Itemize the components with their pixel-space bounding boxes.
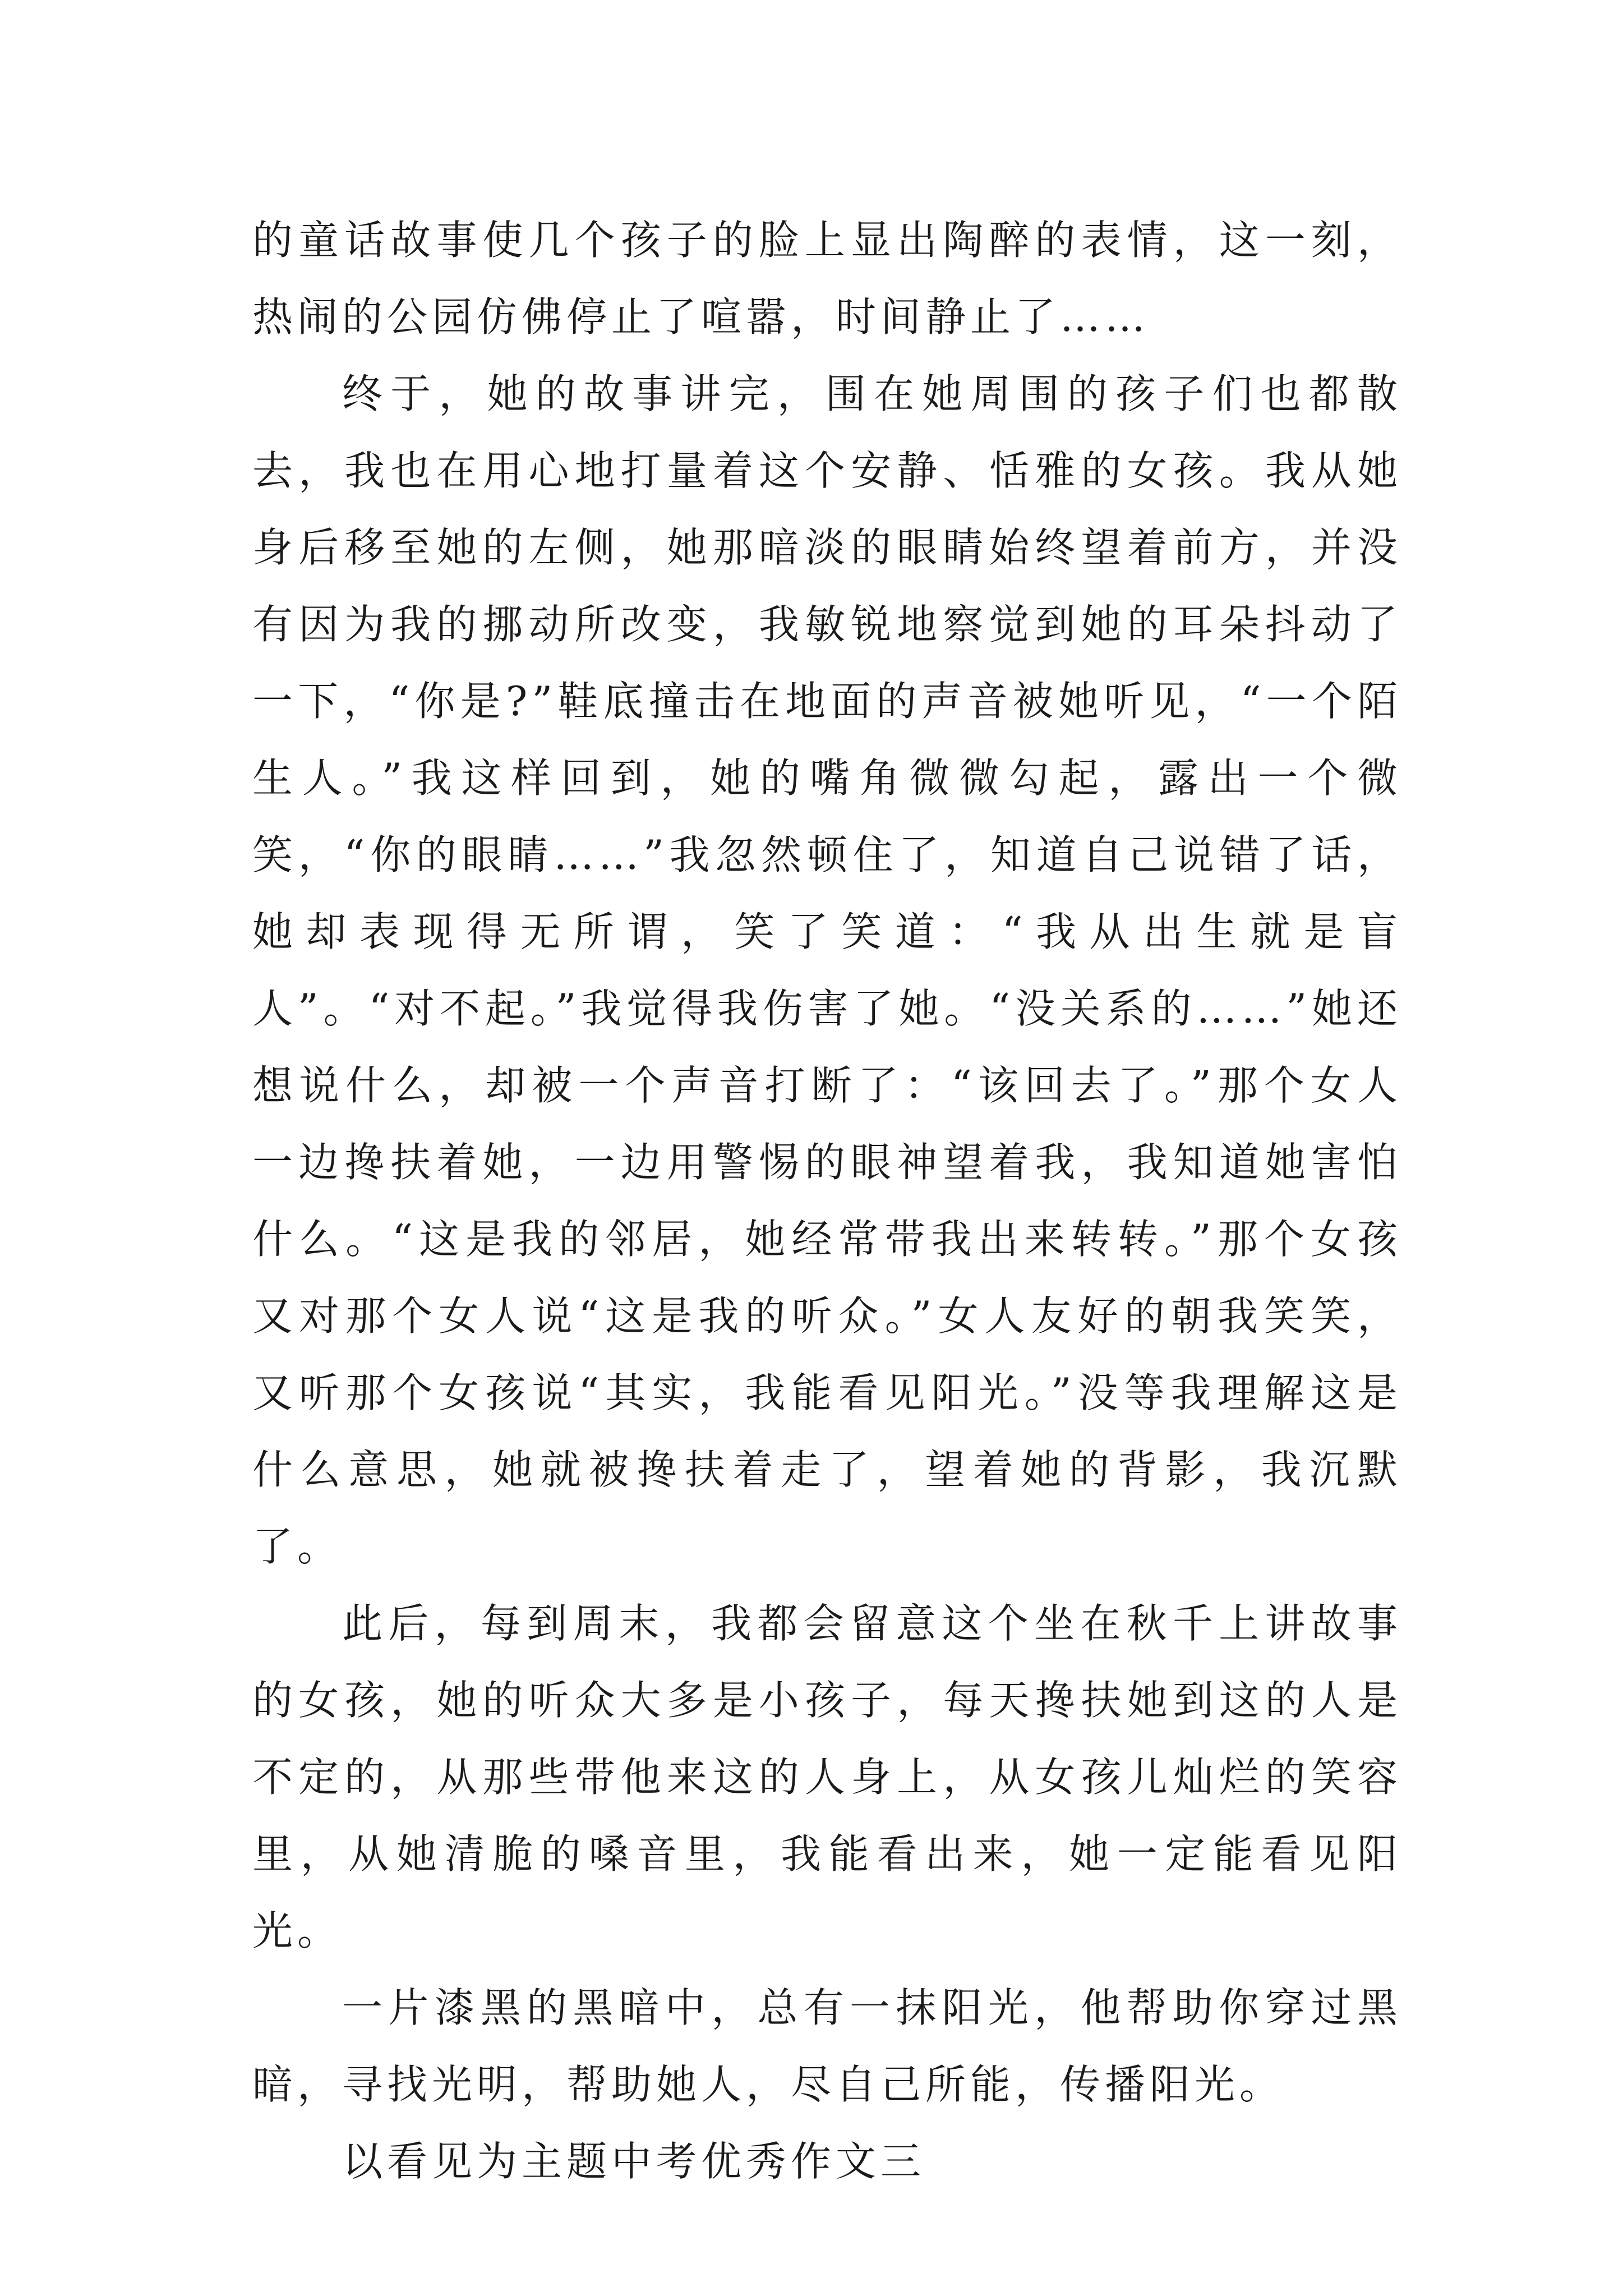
section-heading: 以看见为主题中考优秀作文三 (342, 2138, 926, 2185)
paragraph-conclusion: 一片漆黑的黑暗中，总有一抹阳光，他帮助你穿过黑暗，寻找光明，帮助她人，尽自己所能，传播阳光。 (252, 1984, 1402, 2108)
paragraph-weekends: 此后，每到周末，我都会留意这个坐在秋千上讲故事的女孩，她的听众大多是小孩子，每天搀扶她到这的人是不定的，从那些带他来这的人身上，从女孩儿灿烂的笑容里，从她清脆的嗓音里，我能看出来，她一定能看见阳光。 (252, 1600, 1402, 1954)
paragraph-encounter: 终于，她的故事讲完，围在她周围的孩子们也都散去，我也在用心地打量着这个安静、恬雅的女孩。我从她身后移至她的左侧，她那暗淡的眼睛始终望着前方，并没有因为我的挪动所改变，我敏锐地察觉到她的耳朵抖动了一下，“你是?”鞋底撞击在地面的声音被她听见，“一个陌生人。”我这样回到，她的嘴角微微勾起，露出一个微笑，“你的眼睛……”我忽然顿住了，知道自己说错了话，她却表现得无所谓，笑了笑道：“我从出生就是盲人”。“对不起。”我觉得我伤害了她。“没关系的……”她还想说什么，却被一个声音打断了：“该回去了。”那个女人一边搀扶着她，一边用警惕的眼神望着我，我知道她害怕什么。“这是我的邻居，她经常带我出来转转。”那个女孩又对那个女人说“这是我的听众。”女人友好的朝我笑笑，又听那个女孩说“其实，我能看见阳光。”没等我理解这是什么意思，她就被搀扶着走了，望着她的背影，我沉默了。 (252, 370, 1402, 1570)
paragraph-continuation: 的童话故事使几个孩子的脸上显出陶醉的表情，这一刻，热闹的公园仿佛停止了喧嚣，时间静止了…… (252, 217, 1402, 341)
document-body (252, 202, 1402, 2200)
